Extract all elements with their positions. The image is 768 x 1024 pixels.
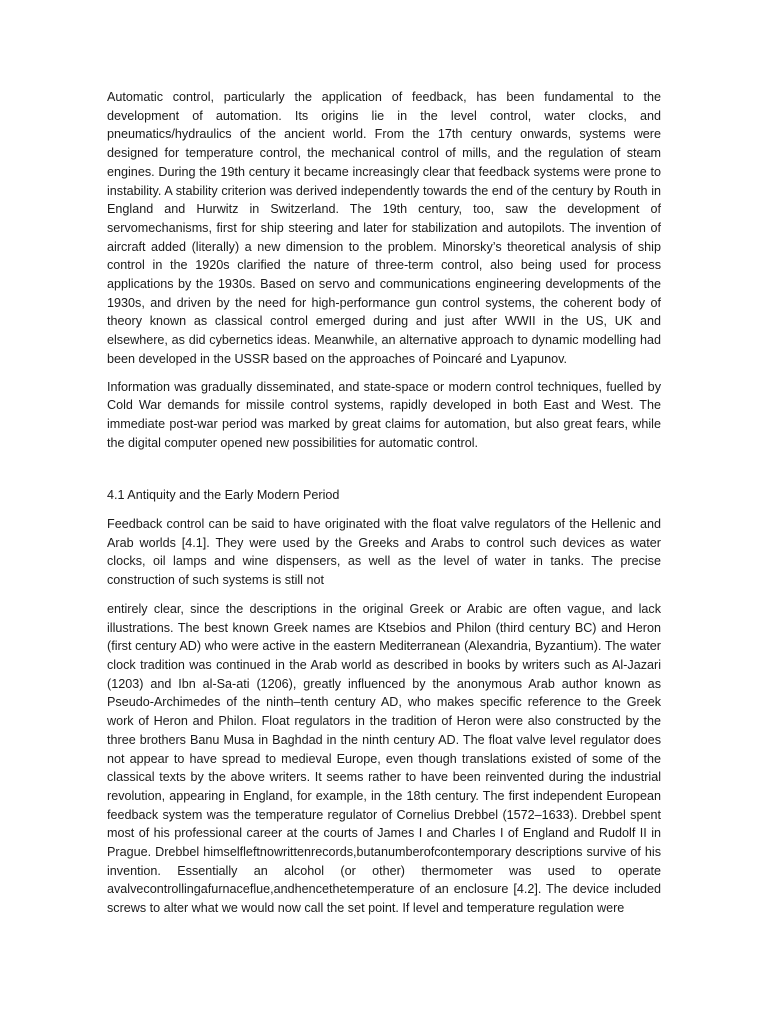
intro-paragraph-1: Automatic control, particularly the application of feedback, has been fundamental to the development of automation. Its origins lie in the level control, water clocks, and pneumatics/hydraulics of the ancient world. From the 17th century onwards, systems were designed for temperature control, the mechanical control of mills, and the regulation of steam engines. During the 19th century it became increasingly clear that feedback systems were prone to instability. A stability criterion was derived independently towards the end of the century by Routh in England and Hurwitz in Switzerland. The 19th century, too, saw the development of servomechanisms, first for ship steering and later for stabilization and autopilots. The invention of aircraft added (literally) a new dimension to the problem. Minorsky’s theoretical analysis of ship control in the 1920s clarified the nature of three-term control, also being used for process applications by the 1930s. Based on servo and communications engineering developments of the 1930s, and driven by the need for high-performance gun control systems, the coherent body of theory known as classical control emerged during and just after WWII in the US, UK and elsewhere, as did cybernetics ideas. Meanwhile, an alternative approach to dynamic modelling had been developed in the USSR based on the approaches of Poincaré and Lyapunov. (107, 90, 661, 366)
section-paragraph-1: Feedback control can be said to have originated with the float valve regulators of the Hellenic and Arab worlds [4.1]. They were used by the Greeks and Arabs to control such devices as water clocks, oil lamps and wine dispensers, as well as the level of water in tanks. The precise construction of such systems is still not (107, 517, 661, 588)
intro-paragraph-2: Information was gradually disseminated, and state-space or modern control techniques, fuelled by Cold War demands for missile control systems, rapidly developed in both East and West. The immediate post-war period was marked by great claims for automation, but also great fears, while the digital computer opened new possibilities for automatic control. (107, 379, 661, 450)
section-paragraph-2: entirely clear, since the descriptions in the original Greek or Arabic are often vague, and lack illustrations. The best known Greek names are Ktsebios and Philon (third century BC) and Heron (first century AD) who were active in the eastern Mediterranean (Alexandria, Byzantium). The water clock tradition was continued in the Arab world as described in books by writers such as Al-Jazari (1203) and Ibn al-Sa-ati (1206), greatly influenced by the anonymous Arab author known as Pseudo-Archimedes of the ninth–tenth century AD, who makes specific reference to the Greek work of Heron and Philon. Float regulators in the tradition of Heron were also constructed by the three brothers Banu Musa in Baghdad in the ninth century AD. The float valve level regulator does not appear to have spread to medieval Europe, even though translations existed of some of the classical texts by the above writers. It seems rather to have been reinvented during the industrial revolution, appearing in England, for example, in the 18th century. The first independent European feedback system was the temperature regulator of Cornelius Drebbel (1572–1633). Drebbel spent most of his professional career at the courts of James I and Charles I of England and Rudolf II in Prague. Drebbel himselfleftnowrittenrecords,butanumberofcontemporary descriptions survive of his invention. Essentially an alcohol (or other) thermometer was used to operate avalvecontrollingafurnaceflue,andhencethetemperature of an enclosure [4.2]. The device included screws to alter what we would now call the set point. If level and temperature regulation were (107, 601, 661, 916)
section-heading: 4.1 Antiquity and the Early Modern Period (107, 488, 340, 503)
document-page (107, 88, 661, 927)
